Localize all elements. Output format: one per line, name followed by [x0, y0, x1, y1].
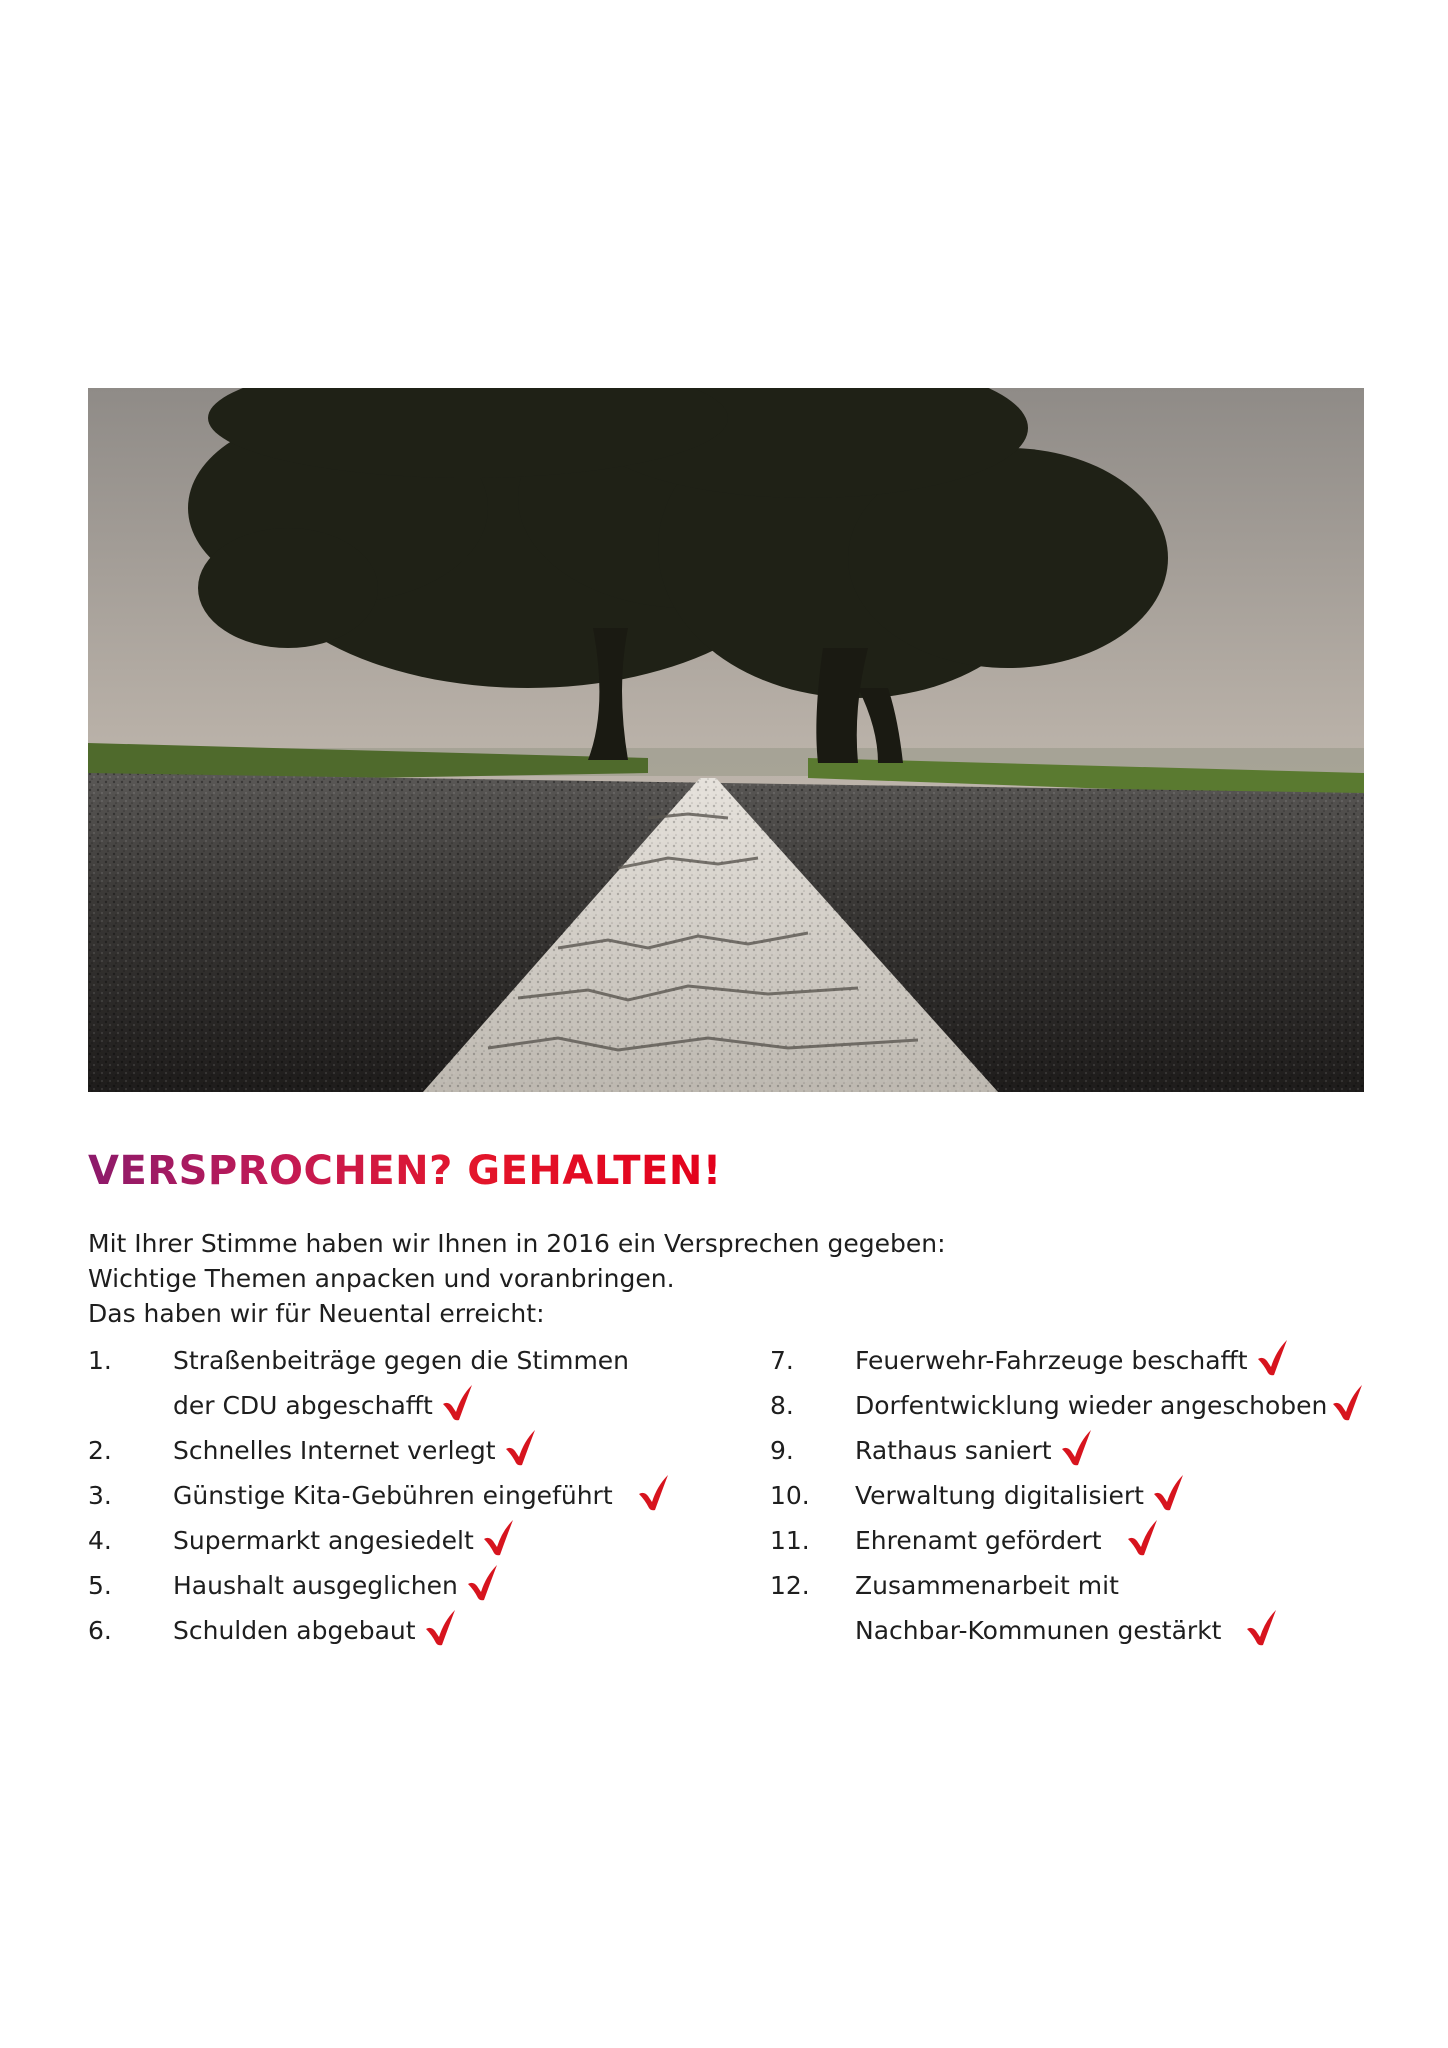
checkmark-icon: [1126, 1519, 1160, 1557]
list-item: [88, 1428, 738, 1473]
item-text: Verwaltung digitalisiert: [855, 1481, 1144, 1510]
checkmark-icon: [1245, 1609, 1279, 1647]
intro-text: [88, 1226, 1088, 1331]
list-item: [88, 1518, 738, 1563]
item-text: Nachbar-Kommunen gestärkt: [855, 1616, 1222, 1645]
checkmark-icon: [1060, 1429, 1094, 1467]
list-item: [770, 1428, 1370, 1473]
item-number: 11.: [770, 1526, 810, 1555]
item-number: 7.: [770, 1346, 794, 1375]
intro-line: Wichtige Themen anpacken und voranbringen.: [88, 1264, 675, 1293]
page-title: VERSPROCHEN? GEHALTEN!: [88, 1148, 722, 1194]
item-text: Straßenbeiträge gegen die Stimmen: [173, 1346, 630, 1375]
list-item: [770, 1518, 1370, 1563]
item-text: Rathaus saniert: [855, 1436, 1052, 1465]
list-item: [770, 1338, 1370, 1383]
item-text: Supermarkt angesiedelt: [173, 1526, 474, 1555]
item-text: Schulden abgebaut: [173, 1616, 416, 1645]
item-number: 5.: [88, 1571, 112, 1600]
item-number: 1.: [88, 1346, 112, 1375]
item-text: Haushalt ausgeglichen: [173, 1571, 458, 1600]
item-text: Ehrenamt gefördert: [855, 1526, 1102, 1555]
item-number: 9.: [770, 1436, 794, 1465]
checkmark-icon: [482, 1519, 516, 1557]
list-item: [88, 1563, 738, 1608]
item-text: Feuerwehr-Fahrzeuge beschafft: [855, 1346, 1248, 1375]
checkmark-icon: [1152, 1474, 1186, 1512]
achievements-list-left: [88, 1338, 738, 1653]
item-number: 4.: [88, 1526, 112, 1555]
list-item: [770, 1473, 1370, 1518]
checkmark-icon: [504, 1429, 538, 1467]
road-trees-photo: [88, 388, 1364, 1092]
item-text: Schnelles Internet verlegt: [173, 1436, 496, 1465]
item-text: Günstige Kita-Gebühren eingeführt: [173, 1481, 613, 1510]
checkmark-icon: [1256, 1339, 1290, 1377]
item-number: 6.: [88, 1616, 112, 1645]
item-number: 2.: [88, 1436, 112, 1465]
list-item: [88, 1473, 738, 1518]
checkmark-icon: [441, 1384, 475, 1422]
item-number: 10.: [770, 1481, 810, 1510]
achievements-list-right: [770, 1338, 1370, 1653]
intro-line: Mit Ihrer Stimme haben wir Ihnen in 2016 ein Versprechen gegeben:: [88, 1229, 946, 1258]
checkmark-icon: [424, 1609, 458, 1647]
checkmark-icon: [637, 1474, 671, 1512]
checkmark-icon: [466, 1564, 500, 1602]
list-item: [770, 1563, 1370, 1653]
item-text: Dorfentwicklung wieder angeschoben: [855, 1391, 1328, 1420]
intro-line: Das haben wir für Neuental erreicht:: [88, 1299, 545, 1328]
item-text: Zusammenarbeit mit: [855, 1571, 1119, 1600]
item-number: 12.: [770, 1571, 810, 1600]
checkmark-icon: [1331, 1384, 1365, 1422]
item-text: der CDU abgeschafft: [173, 1391, 433, 1420]
list-item: [88, 1608, 738, 1653]
item-number: 3.: [88, 1481, 112, 1510]
item-number: 8.: [770, 1391, 794, 1420]
list-item: [770, 1383, 1370, 1428]
list-item: [88, 1338, 738, 1428]
